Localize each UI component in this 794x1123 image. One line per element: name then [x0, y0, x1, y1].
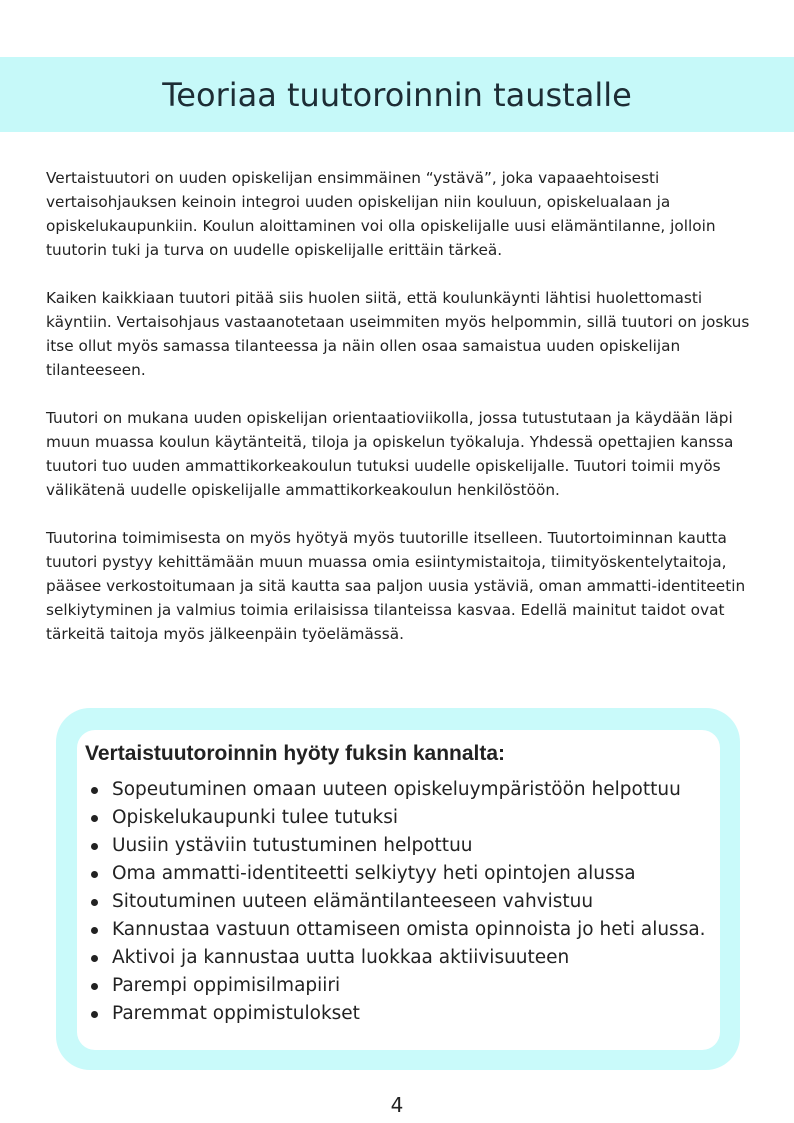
title-band [0, 57, 794, 132]
list-item [85, 972, 706, 1000]
list-item-text: Opiskelukaupunki tulee tutuksi [112, 807, 398, 828]
list-item-text: Uusiin ystäviin tutustuminen helpottuu [112, 835, 473, 856]
list-item-text: Sopeutuminen omaan uuteen opiskeluympäristöön helpottuu [112, 779, 681, 800]
list-item-text: Kannustaa vastuun ottamiseen omista opinnoista jo heti alussa. [112, 919, 706, 940]
list-item-text: Sitoutuminen uuteen elämäntilanteeseen vahvistuu [112, 891, 594, 912]
list-item [85, 832, 706, 860]
list-item [85, 888, 706, 916]
bullet-icon [91, 927, 98, 934]
list-item-text: Parempi oppimisilmapiiri [112, 975, 341, 996]
body-text [46, 166, 766, 670]
paragraph-tutor-benefits: Tuutorina toimimisesta on myös hyötyä myös tuutorille itselleen. Tuutortoiminnan kautta tuutori pystyy kehittämään muun muassa omia esiintymistaitoja, tiimityöskentelytaitoja, pääsee verkostoitumaan ja sitä kautta saa paljon uusia ystäviä, oman ammatti-identiteetin selkiytyminen ja valmius toimia erilaisissa tilanteissa kasvaa. Edellä mainitut taidot ovat tärkeitä taitoja myös jälkeenpäin työelämässä. [46, 529, 746, 643]
paragraph-orientation: Tuutori on mukana uuden opiskelijan orientaatioviikolla, jossa tutustutaan ja käydään läpi muun muassa koulun käytänteitä, tiloja ja opiskelun työkaluja. Yhdessä opettajien kanssa tuutori tuo uuden ammattikorkeakoulun tutuksi uudelle opiskelijalle. Tuutori toimii myös välikätenä uudelle opiskelijalle ammattikorkeakoulun henkilöstöön. [46, 409, 734, 499]
paragraph-peer-guidance: Kaiken kaikkiaan tuutori pitää siis huolen siitä, että koulunkäynti lähtisi huolettomasti käyntiin. Vertaisohjaus vastaanotetaan useimmiten myös helpommin, sillä tuutori on joskus itse ollut myös samassa tilanteessa ja näin ollen osaa samaistua uuden opiskelijan tilanteeseen. [46, 289, 750, 379]
page-title: Teoriaa tuutoroinnin taustalle [162, 75, 632, 114]
list-item-text: Aktivoi ja kannustaa uutta luokkaa aktiivisuuteen [112, 947, 570, 968]
list-item [85, 916, 706, 944]
bullet-icon [91, 787, 98, 794]
benefits-heading: Vertaistuutoroinnin hyöty fuksin kannalta: [85, 742, 506, 765]
bullet-icon [91, 1011, 98, 1018]
page-number: 4 [390, 1093, 404, 1117]
bullet-icon [91, 955, 98, 962]
list-item-text: Paremmat oppimistulokset [112, 1003, 360, 1024]
list-item [85, 860, 706, 888]
paragraph-intro: Vertaistuutori on uuden opiskelijan ensimmäinen “ystävä”, joka vapaaehtoisesti vertaisohjauksen keinoin integroi uuden opiskelijan niin kouluun, opiskelualaan ja opiskelukaupunkiin. Koulun aloittaminen voi olla opiskelijalle uusi elämäntilanne, jolloin tuutorin tuki ja turva on uudelle opiskelijalle erittäin tärkeä. [46, 169, 716, 259]
list-item [85, 804, 706, 832]
list-item [85, 1000, 706, 1028]
bullet-icon [91, 815, 98, 822]
list-item [85, 776, 706, 804]
bullet-icon [91, 983, 98, 990]
benefits-list [85, 776, 706, 1028]
list-item [85, 944, 706, 972]
list-item-text: Oma ammatti-identiteetti selkiytyy heti opintojen alussa [112, 863, 636, 884]
bullet-icon [91, 871, 98, 878]
bullet-icon [91, 899, 98, 906]
bullet-icon [91, 843, 98, 850]
